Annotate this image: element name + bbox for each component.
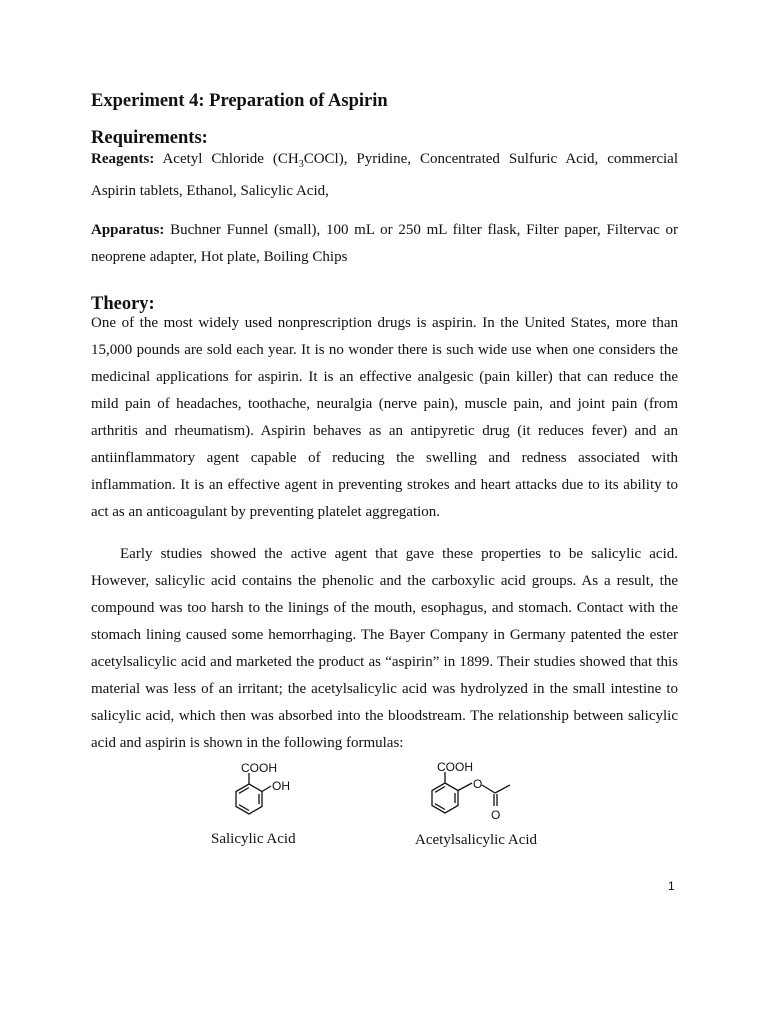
benzene-ring bbox=[432, 783, 458, 813]
salicylic-acid-structure bbox=[222, 758, 312, 835]
acetylsalicylic-acid-caption: Acetylsalicylic Acid bbox=[415, 832, 538, 848]
ester-carbon-bond bbox=[482, 785, 495, 793]
theory-heading: Theory: bbox=[91, 294, 155, 314]
acetylsalicylic-acid-structure bbox=[424, 756, 534, 833]
cooh-label: COOH bbox=[241, 761, 277, 775]
ester-oxygen-label: O bbox=[473, 777, 483, 791]
carbonyl-oxygen-label: O bbox=[491, 808, 501, 822]
reagents-paragraph bbox=[91, 146, 678, 205]
ester-oxygen-bond bbox=[458, 783, 472, 791]
salicylic-acid-caption: Salicylic Acid bbox=[211, 831, 296, 847]
theory-paragraph-1: One of the most widely used nonprescription drugs is aspirin. In the United States, more than 15,000 pounds are sold each year. It is no wonder there is such wide use when one considers the medicinal applications for aspirin. It is an effective analgesic (pain killer) that can reduce the mild pain of headaches, toothache, neuralgia (nerve pain), muscle pain, and joint pain (from arthritis and rheumatism). Aspirin behaves as an antipyretic drug (it reduces fever) and an antiinflammatory agent capable of reducing the swelling and redness associated with inflammation. It is an effective agent in preventing strokes and heart attacks due to its ability to act as an anticoagulant by preventing platelet aggregation. bbox=[91, 315, 678, 520]
experiment-title: Experiment 4: Preparation of Aspirin bbox=[91, 91, 388, 111]
reagents-text-start: Acetyl Chloride (CH bbox=[162, 151, 299, 167]
apparatus-paragraph bbox=[91, 217, 678, 271]
reagents-label: Reagents: bbox=[91, 151, 155, 167]
hydroxyl-bond bbox=[262, 786, 271, 792]
page-number: 1 bbox=[668, 879, 675, 893]
cooh-label: COOH bbox=[437, 760, 473, 774]
reagents-text-end: COCl), Pyridine, Concentrated Sulfuric Acid, commercial Aspirin tablets, Ethanol, Salicylic Acid, bbox=[91, 151, 678, 199]
oh-label: OH bbox=[272, 779, 290, 793]
acetylsalicylic-acid-svg bbox=[424, 756, 534, 828]
methyl-bond bbox=[495, 785, 510, 793]
apparatus-label: Apparatus: bbox=[91, 222, 165, 238]
apparatus-text: Buchner Funnel (small), 100 mL or 250 mL filter flask, Filter paper, Filtervac or neoprene adapter, Hot plate, Boiling Chips bbox=[91, 222, 678, 265]
benzene-ring bbox=[236, 784, 262, 814]
reagents-subscript: 3 bbox=[298, 159, 304, 170]
requirements-heading: Requirements: bbox=[91, 128, 208, 148]
theory-paragraph-2: Early studies showed the active agent that gave these properties to be salicylic acid. However, salicylic acid contains the phenolic and the carboxylic acid groups. As a result, the compound was too harsh to the linings of the mouth, esophagus, and stomach. Contact with the stomach lining caused some hemorrhaging. The Bayer Company in Germany patented the ester acetylsalicylic acid and marketed the product as “aspirin” in 1899. Their studies showed that this material was less of an irritant; the acetylsalicylic acid was hydrolyzed in the small intestine to salicylic acid, which then was absorbed into the bloodstream. The relationship between salicylic acid and aspirin is shown in the following formulas: bbox=[91, 546, 678, 751]
salicylic-acid-svg bbox=[222, 758, 312, 830]
